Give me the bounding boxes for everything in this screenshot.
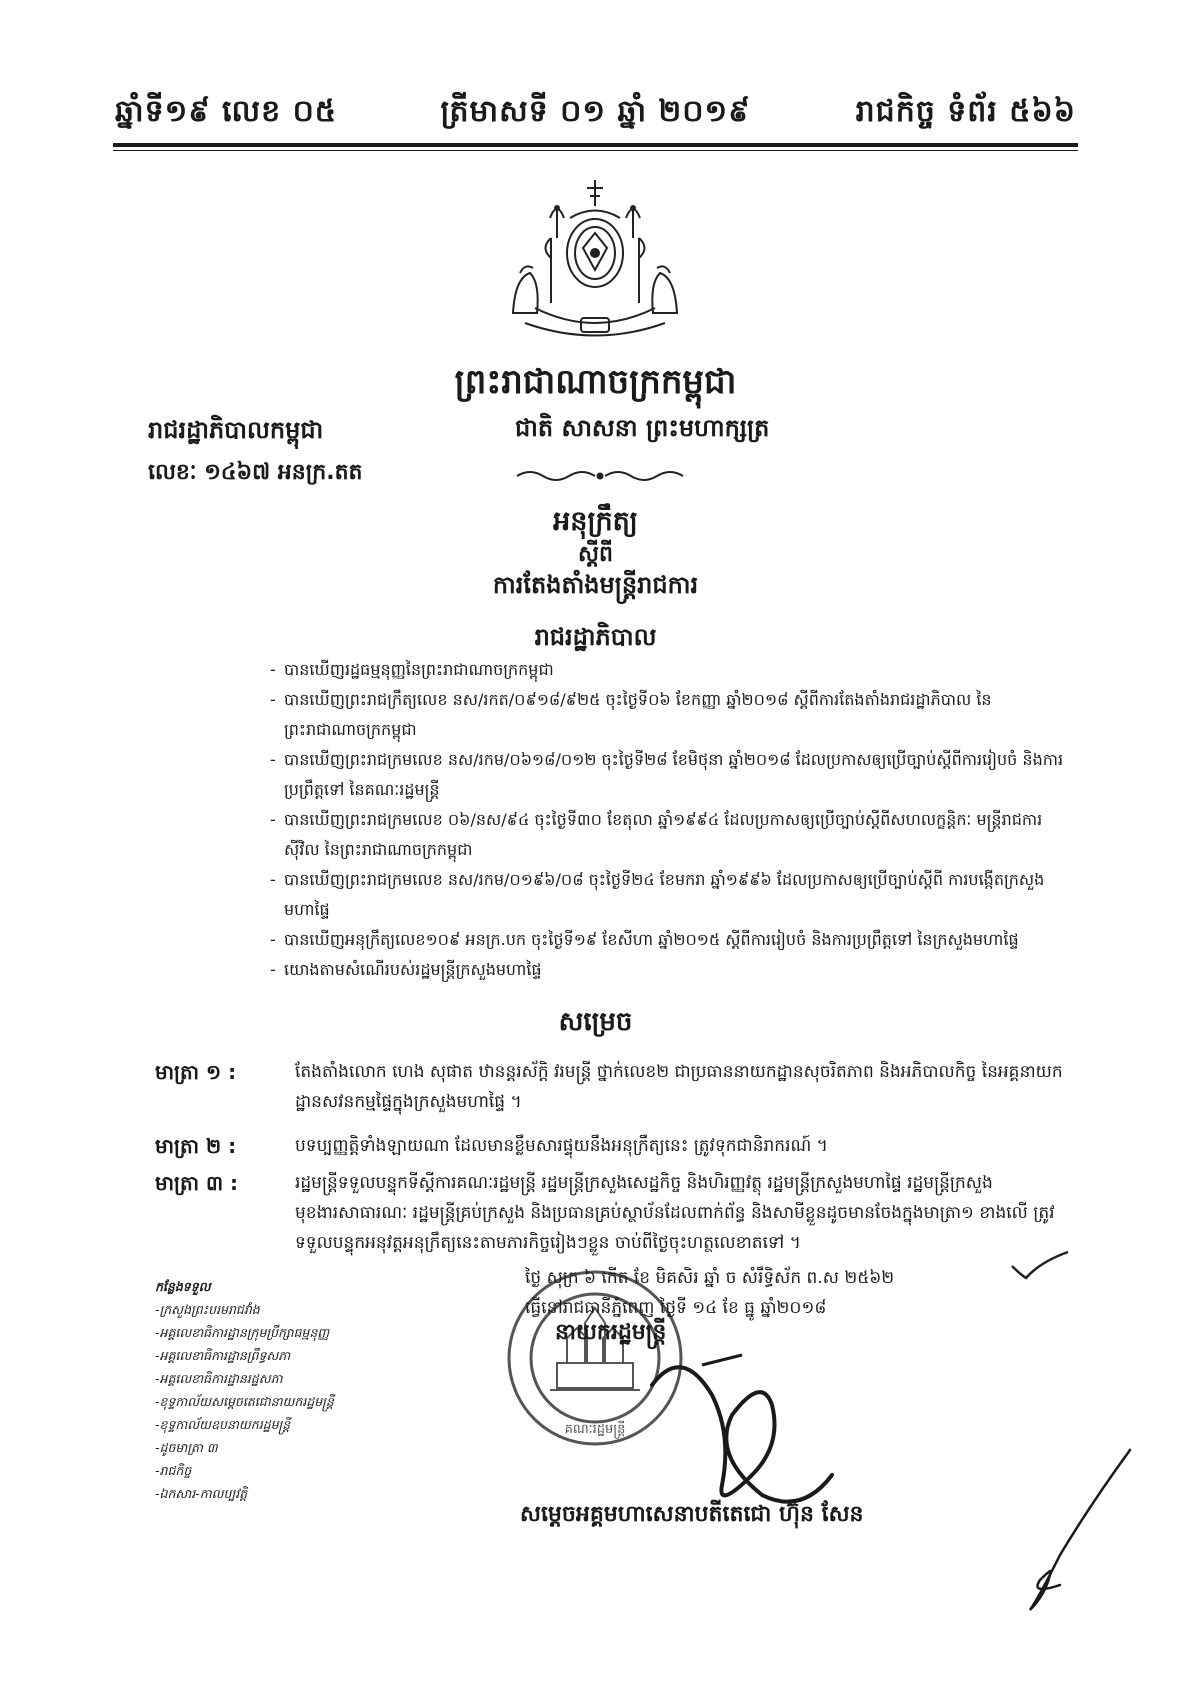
article-3 — [155, 1168, 1075, 1258]
recipients-title: កន្លែងទទួល — [155, 1279, 211, 1294]
header-rule — [113, 143, 1078, 147]
initial-mark-icon — [1000, 1445, 1150, 1615]
kingdom-name: ព្រះរាជាណាចក្រកម្ពុជា — [454, 362, 737, 402]
recipient-item: -ខុទ្ទកាល័យឧបនាយករដ្ឋមន្ត្រី — [155, 1417, 291, 1432]
recipient-item: -ឯកសារ-កាលប្បវត្តិ — [155, 1486, 248, 1501]
recipient-item: -ក្រសួងព្រះបរមរាជវាំង — [155, 1302, 260, 1317]
visa-item: - យោងតាមសំណើរបស់រដ្ឋមន្ត្រីក្រសួងមហាផ្ទៃ — [270, 955, 1070, 985]
issuer-heading: រាជរដ្ឋាភិបាល — [534, 623, 657, 651]
check-mark-icon — [1010, 1250, 1070, 1280]
visa-item: - បានឃើញអនុក្រឹត្យលេខ១០៩ អនក្រ.បក ចុះថ្ងៃទី១៩ ខែសីហា ឆ្នាំ២០១៥ ស្ដីពីការរៀបចំ និងការប្រព្រឹត្តទៅ នៃក្រសួងមហាផ្ទៃ — [270, 925, 1070, 955]
document-number: លេខៈ ១៤៦៧ អនក្រ.តត — [148, 460, 363, 485]
recipients-list — [155, 1275, 334, 1505]
gazette-year-issue: ឆ្នាំទី១៩ លេខ ០៥ — [115, 94, 338, 129]
visa-item: - បានឃើញព្រះរាជក្រមលេខ នស/រកម/០៦១៨/០១២ ចុះថ្ងៃទី២៨ ខែមិថុនា ឆ្នាំ២០១៨ ដែលប្រកាសឲ្យប្រើច្បាប់ស្ដីពីការរៀបចំ និងការប្រព្រឹត្តទៅ នៃគណៈរដ្ឋមន្ត្រី — [270, 745, 1070, 805]
seal-text: គណៈរដ្ឋមន្ត្រី — [564, 1422, 626, 1437]
document-about: ស្ដីពី — [578, 542, 613, 567]
gazette-page: រាជកិច្ច ទំព័រ ៥៦៦ — [855, 94, 1076, 129]
header-rule-thin — [113, 150, 1078, 151]
signer-title: នាយករដ្ឋមន្ត្រី — [555, 1320, 667, 1345]
visa-item: - បានឃើញព្រះរាជក្រមលេខ ០៦/នស/៩៤ ចុះថ្ងៃទី៣០ ខែតុលា ឆ្នាំ១៩៩៤ ដែលប្រកាសឲ្យប្រើច្បាប់ស្ដីពីសហលក្ខន្តិកៈ មន្ត្រីរាជការស៊ីវិល នៃព្រះរាជាណាចក្រកម្ពុជា — [270, 805, 1070, 865]
government-name: រាជរដ្ឋាភិបាលកម្ពុជា — [148, 416, 324, 444]
recipient-item: -ខុទ្ទកាល័យសម្ដេចតេជោនាយករដ្ឋមន្ត្រី — [155, 1394, 334, 1409]
recipient-item: -ដូចមាត្រា ៣ — [155, 1440, 218, 1455]
visa-list — [270, 655, 1070, 985]
article-label: មាត្រា ២ : — [155, 1134, 237, 1158]
article-label: មាត្រា ១ : — [155, 1060, 237, 1084]
visa-item: - បានឃើញព្រះរាជក្រឹត្យលេខ នស/រកត/០៩១៨/៩២៥ ចុះថ្ងៃទី០៦ ខែកញ្ញា ឆ្នាំ២០១៨ ស្ដីពីការតែងតាំងរាជរដ្ឋាភិបាល នៃព្រះរាជាណាចក្រកម្ពុជា — [270, 685, 1070, 745]
divider-ornament-icon — [515, 467, 685, 485]
date-solar: ធ្វើនៅរាជធានីភ្នំពេញ ថ្ងៃទី ១៤ ខែ ធ្នូ ឆ្នាំ២០១៨ — [525, 1298, 827, 1318]
signer-name: សម្ដេចអគ្គមហាសេនាបតីតេជោ ហ៊ុន សែន — [520, 1502, 864, 1527]
date-lunar: ថ្ងៃ សុក្រ ៦ កើត ខែ មិគសិរ ឆ្នាំ ច សំរឹទ្ធិស័ក ព.ស ២៥៦២ — [525, 1268, 895, 1288]
recipient-item: -អគ្គលេខាធិការដ្ឋានក្រុមប្រឹក្សាធម្មនុញ្ញ — [155, 1325, 330, 1340]
document-type: អនុក្រឹត្យ — [553, 506, 638, 537]
decision-heading: សម្រេច — [558, 1007, 633, 1037]
document-subject: ការតែងតាំងមន្ត្រីរាជការ — [492, 571, 699, 599]
visa-item: - បានឃើញព្រះរាជក្រមលេខ នស/រកម/០១៩៦/០៨ ចុះថ្ងៃទី២៤ ខែមករា ឆ្នាំ១៩៩៦ ដែលប្រកាសឲ្យប្រើច្បាប់ស្ដីពី ការបង្កើតក្រសួងមហាផ្ទៃ — [270, 865, 1070, 925]
visa-item: - បានឃើញរដ្ឋធម្មនុញ្ញនៃព្រះរាជាណាចក្រកម្ពុជា — [270, 655, 1070, 685]
royal-coat-of-arms-icon — [495, 178, 695, 350]
article-1 — [155, 1057, 1075, 1117]
signature-icon — [612, 1325, 852, 1525]
gazette-quarter: ត្រីមាសទី ០១ ឆ្នាំ ២០១៩ — [440, 94, 751, 129]
recipient-item: -អគ្គលេខាធិការដ្ឋានរដ្ឋសភា — [155, 1371, 283, 1386]
national-motto: ជាតិ សាសនា ព្រះមហាក្សត្រ — [515, 414, 770, 442]
article-text: តែងតាំងលោក ហេង សុផាត ឋានន្តរស័ក្តិ វរមន្ត្រី ថ្នាក់លេខ២ ជាប្រធាននាយកដ្ឋានសុចរិតភាព និងអភិបាលកិច្ច នៃអគ្គនាយកដ្ឋានសវនកម្មផ្ទៃក្នុងក្រសួងមហាផ្ទៃ ។ — [295, 1062, 1063, 1112]
article-2 — [155, 1131, 1075, 1161]
date-block — [525, 1263, 894, 1323]
recipient-item: -រាជកិច្ច — [155, 1463, 192, 1478]
article-text: បទប្បញ្ញត្តិទាំងឡាយណា ដែលមានខ្លឹមសារផ្ទុយនឹងអនុក្រឹត្យនេះ ត្រូវទុកជានិរាករណ៍ ។ — [295, 1136, 828, 1156]
article-label: មាត្រា ៣ : — [155, 1171, 239, 1195]
recipient-item: -អគ្គលេខាធិការដ្ឋានព្រឹទ្ធសភា — [155, 1348, 291, 1363]
article-text: រដ្ឋមន្ត្រីទទួលបន្ទុកទីស្ដីការគណៈរដ្ឋមន្ត្រី រដ្ឋមន្ត្រីក្រសួងសេដ្ឋកិច្ច និងហិរញ្ញវត្ថុ រដ្ឋមន្ត្រីក្រសួងមហាផ្ទៃ រដ្ឋមន្ត្រីក្រសួងមុខងារសាធារណៈ រដ្ឋមន្ត្រីគ្រប់ក្រសួង និងប្រធានគ្រប់ស្ថាប័នដែលពាក់ព័ន្ធ និងសាមីខ្លួនដូចមានចែងក្នុងមាត្រា១ ខាងលើ ត្រូវទទួលបន្ទុកអនុវត្តអនុក្រឹត្យនេះតាមភារកិច្ចរៀងៗខ្លួន ចាប់ពីថ្ងៃចុះហត្ថលេខាតទៅ ។ — [295, 1173, 1055, 1253]
